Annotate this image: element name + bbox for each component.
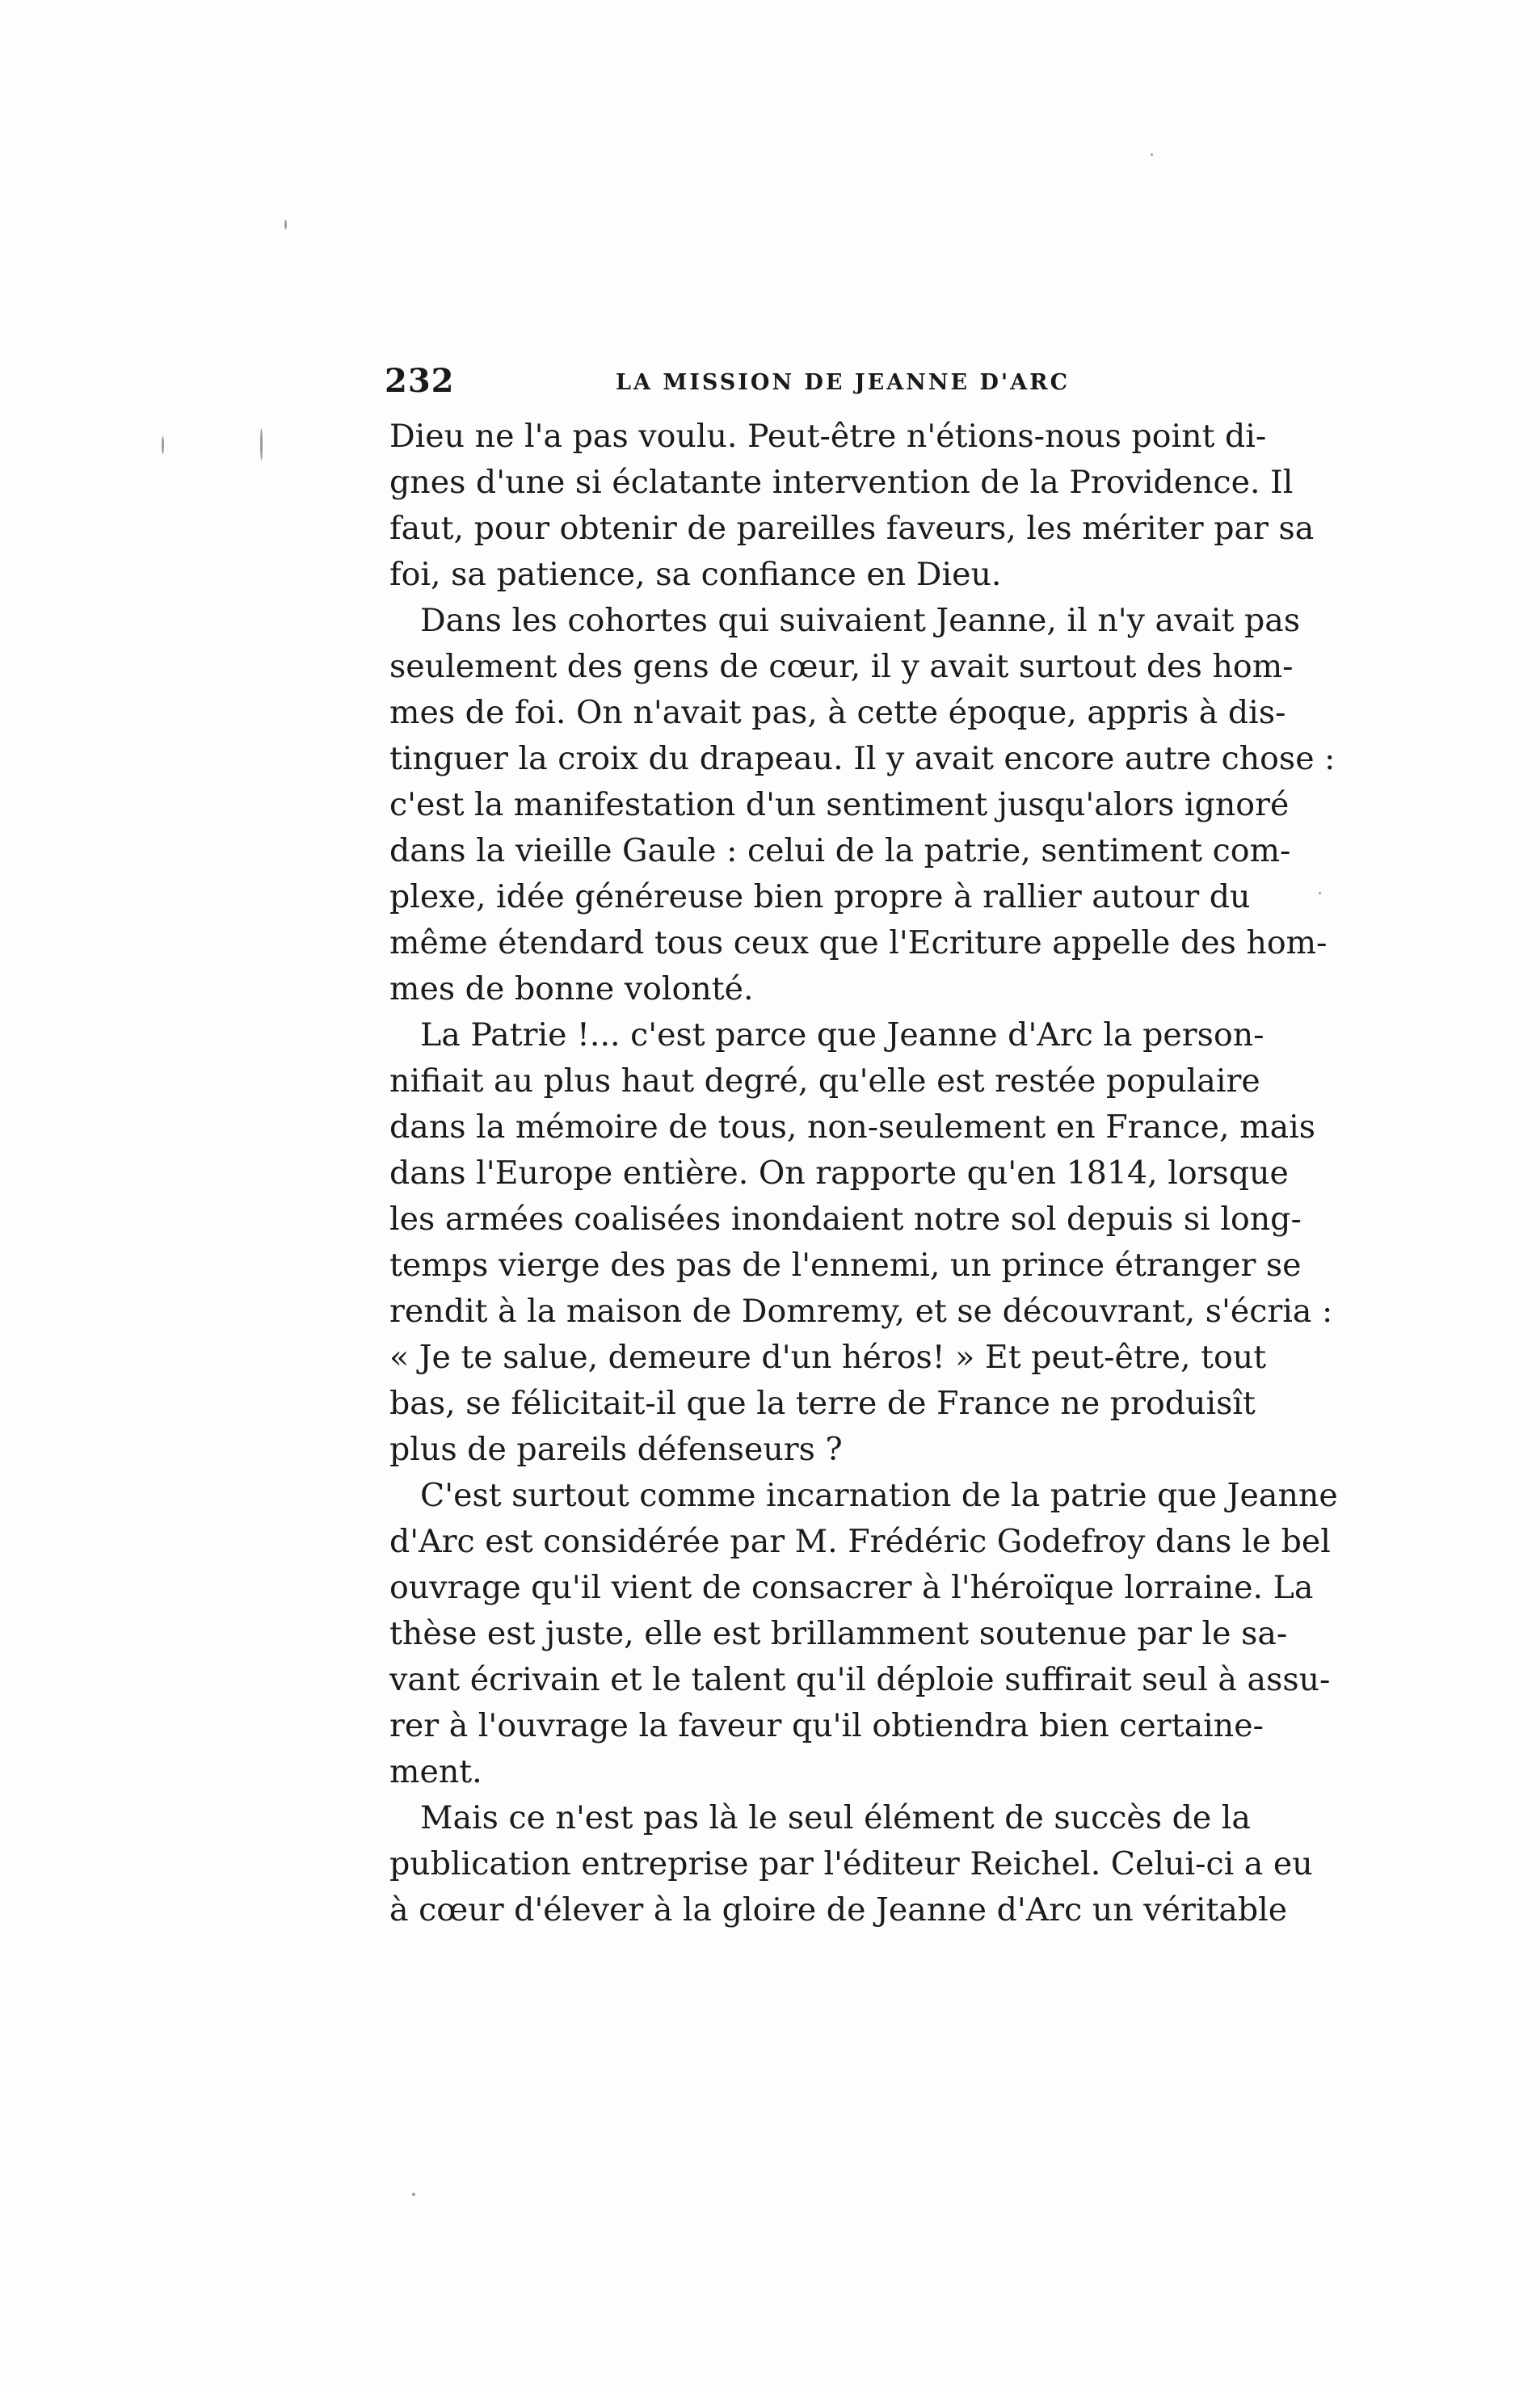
text-line: ouvrage qu'il vient de consacrer à l'héroïque lorraine. La — [389, 1569, 1314, 1606]
scan-speck — [162, 436, 164, 454]
running-title: LA MISSION DE JEANNE D'ARC — [616, 370, 1071, 395]
page-number: 232 — [385, 362, 455, 400]
text-line: gnes d'une si éclatante intervention de la Providence. Il — [389, 464, 1294, 501]
paragraph — [389, 598, 1336, 1012]
scan-speck — [284, 220, 287, 229]
scan-speck — [412, 2193, 415, 2196]
paragraph — [389, 414, 1315, 598]
text-line: Mais ce n'est pas là le seul élément de succès de la — [420, 1799, 1251, 1836]
text-line: d'Arc est considérée par M. Frédéric Godefroy dans le bel — [389, 1523, 1331, 1560]
text-line: mes de bonne volonté. — [389, 970, 754, 1007]
text-line: rendit à la maison de Domremy, et se découvrant, s'écria : — [389, 1293, 1333, 1330]
text-line: rer à l'ouvrage la faveur qu'il obtiendra bien certaine- — [389, 1707, 1264, 1744]
text-line: dans l'Europe entière. On rapporte qu'en 1814, lorsque — [389, 1155, 1289, 1192]
paragraph — [389, 1012, 1333, 1473]
text-line: publication entreprise par l'éditeur Reichel. Celui-ci a eu — [389, 1845, 1313, 1882]
scan-speck — [1151, 154, 1153, 156]
text-line: tinguer la croix du drapeau. Il y avait encore autre chose : — [389, 740, 1336, 777]
text-line: vant écrivain et le talent qu'il déploie suffirait seul à assu- — [389, 1661, 1331, 1698]
text-line: c'est la manifestation d'un sentiment jusqu'alors ignoré — [389, 786, 1290, 823]
text-line: « Je te salue, demeure d'un héros! » Et peut-être, tout — [389, 1339, 1267, 1376]
text-line: temps vierge des pas de l'ennemi, un prince étranger se — [389, 1247, 1302, 1284]
text-line: Dieu ne l'a pas voulu. Peut-être n'étions-nous point di- — [389, 418, 1267, 455]
text-line: La Patrie !... c'est parce que Jeanne d'Arc la person- — [420, 1016, 1264, 1054]
text-line: mes de foi. On n'avait pas, à cette époque, appris à dis- — [389, 694, 1286, 731]
text-line: ment. — [389, 1753, 482, 1790]
text-line: foi, sa patience, sa confiance en Dieu. — [389, 556, 1002, 593]
text-line: seulement des gens de cœur, il y avait surtout des hom- — [389, 648, 1294, 685]
text-line: plus de pareils défenseurs ? — [389, 1431, 843, 1468]
text-line: dans la vieille Gaule : celui de la patrie, sentiment com- — [389, 832, 1291, 869]
text-line: C'est surtout comme incarnation de la patrie que Jeanne — [420, 1477, 1338, 1514]
text-line: les armées coalisées inondaient notre sol depuis si long- — [389, 1201, 1302, 1238]
text-line: nifiait au plus haut degré, qu'elle est restée populaire — [389, 1062, 1260, 1100]
scan-speck — [1319, 892, 1321, 894]
text-line: même étendard tous ceux que l'Ecriture appelle des hom- — [389, 924, 1328, 961]
paragraph — [389, 1473, 1338, 1795]
scan-speck — [260, 428, 263, 461]
text-line: dans la mémoire de tous, non-seulement en France, mais — [389, 1108, 1316, 1146]
text-line: faut, pour obtenir de pareilles faveurs, les mériter par sa — [389, 510, 1315, 547]
text-line: thèse est juste, elle est brillamment soutenue par le sa- — [389, 1615, 1288, 1652]
text-line: à cœur d'élever à la gloire de Jeanne d'Arc un véritable — [389, 1891, 1288, 1929]
text-line: Dans les cohortes qui suivaient Jeanne, il n'y avait pas — [420, 602, 1301, 639]
text-line: bas, se félicitait-il que la terre de France ne produisît — [389, 1385, 1256, 1422]
paragraph — [389, 1795, 1313, 1933]
text-line: plexe, idée généreuse bien propre à rallier autour du — [389, 878, 1251, 915]
body-text — [389, 414, 1338, 1933]
page-header — [385, 355, 1257, 412]
